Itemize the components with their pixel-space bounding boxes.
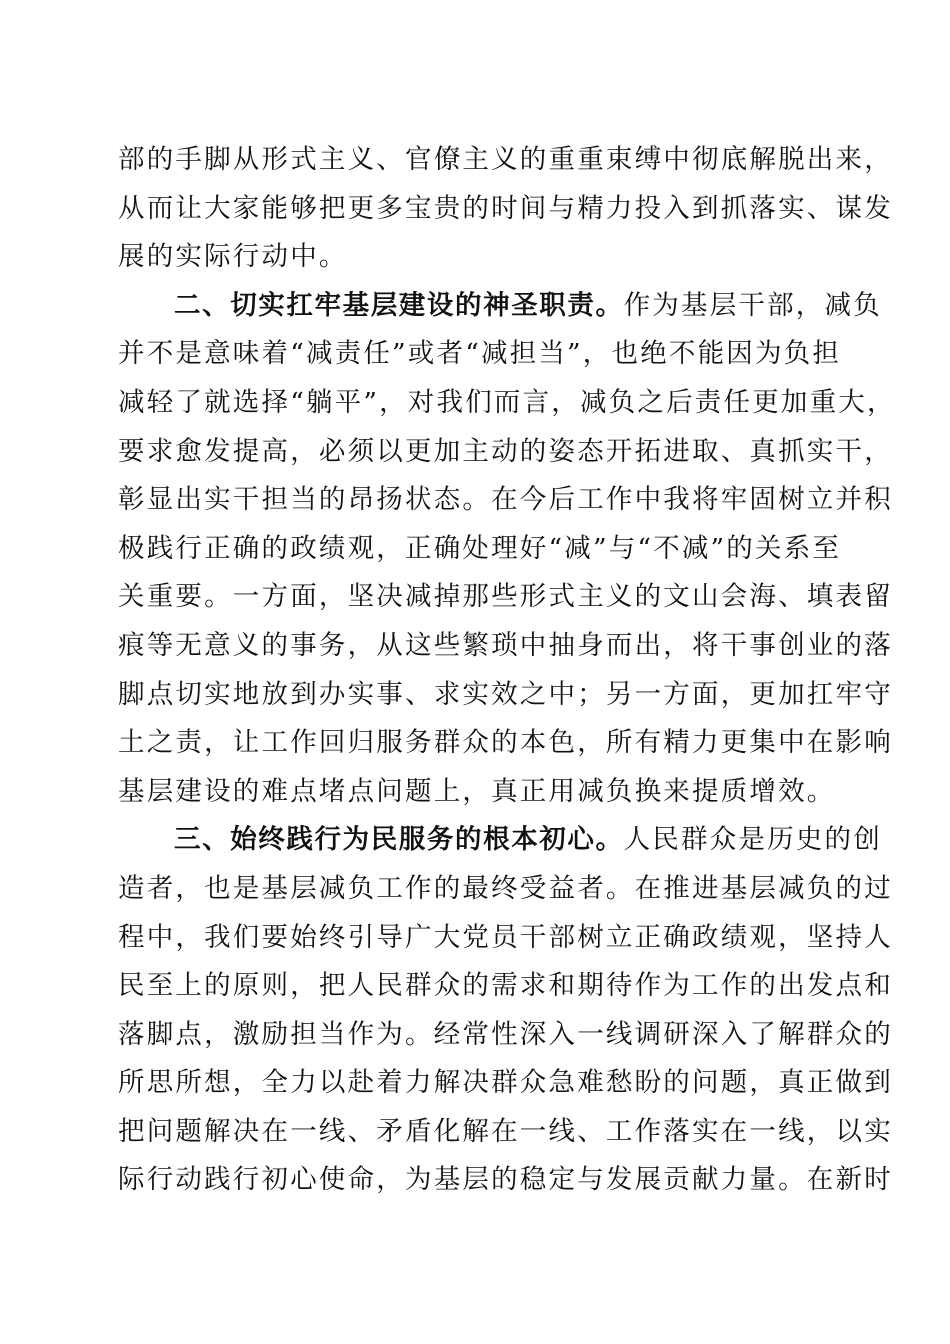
text-line: 关重要。一方面，坚决减掉那些形式主义的文山会海、填表留	[118, 581, 893, 613]
heading-followup-text: 作为基层干部，减负	[623, 289, 882, 321]
text-line: 减轻了就选择“躺平”，对我们而言，减负之后责任更加重大，	[118, 386, 896, 418]
text-line: 极践行正确的政绩观，正确处理好“减”与“不减”的关系至	[118, 532, 842, 564]
text-line: 展的实际行动中。	[118, 241, 348, 273]
text-line: 基层建设的难点堵点问题上，真正用减负换来提质增效。	[118, 775, 836, 807]
paragraph-2	[118, 282, 896, 817]
paragraph-1	[118, 136, 893, 282]
text-line: 造者，也是基层减负工作的最终受益者。在推进基层减负的过	[118, 872, 893, 904]
text-line: 从而让大家能够把更多宝贵的时间与精力投入到抓落实、谋发	[118, 192, 893, 224]
text-line: 并不是意味着“减责任”或者“减担当”，也绝不能因为负担	[118, 338, 842, 370]
document-body	[118, 136, 896, 1205]
text-line: 部的手脚从形式主义、官僚主义的重重束缚中彻底解脱出来，	[118, 144, 893, 175]
text-line: 痕等无意义的事务，从这些繁琐中抽身而出，将干事创业的落	[118, 629, 893, 661]
heading-followup-text: 人民群众是历史的创	[623, 824, 882, 856]
paragraph-first-line	[118, 282, 882, 331]
section-heading: 二、切实扛牢基层建设的神圣职责。	[174, 289, 624, 321]
paragraph-first-line	[118, 816, 882, 865]
text-line: 际行动践行初心使命，为基层的稳定与发展贡献力量。在新时	[118, 1164, 893, 1196]
text-line: 彰显出实干担当的昂扬状态。在今后工作中我将牢固树立并积	[118, 484, 893, 516]
paragraph-3	[118, 816, 893, 1205]
text-line: 土之责，让工作回归服务群众的本色，所有精力更集中在影响	[118, 727, 893, 759]
text-line: 脚点切实地放到办实事、求实效之中；另一方面，更加扛牢守	[118, 678, 893, 710]
text-line: 程中，我们要始终引导广大党员干部树立正确政绩观，坚持人	[118, 921, 893, 953]
text-line: 要求愈发提高，必须以更加主动的姿态开拓进取、真抓实干，	[118, 435, 893, 467]
text-line: 民至上的原则，把人民群众的需求和期待作为工作的出发点和	[118, 970, 893, 1002]
text-line: 落脚点，激励担当作为。经常性深入一线调研深入了解群众的	[118, 1018, 893, 1050]
section-heading: 三、始终践行为民服务的根本初心。	[174, 824, 624, 856]
text-line: 所思所想，全力以赴着力解决群众急难愁盼的问题，真正做到	[118, 1067, 893, 1099]
text-line: 把问题解决在一线、矛盾化解在一线、工作落实在一线，以实	[118, 1115, 893, 1147]
